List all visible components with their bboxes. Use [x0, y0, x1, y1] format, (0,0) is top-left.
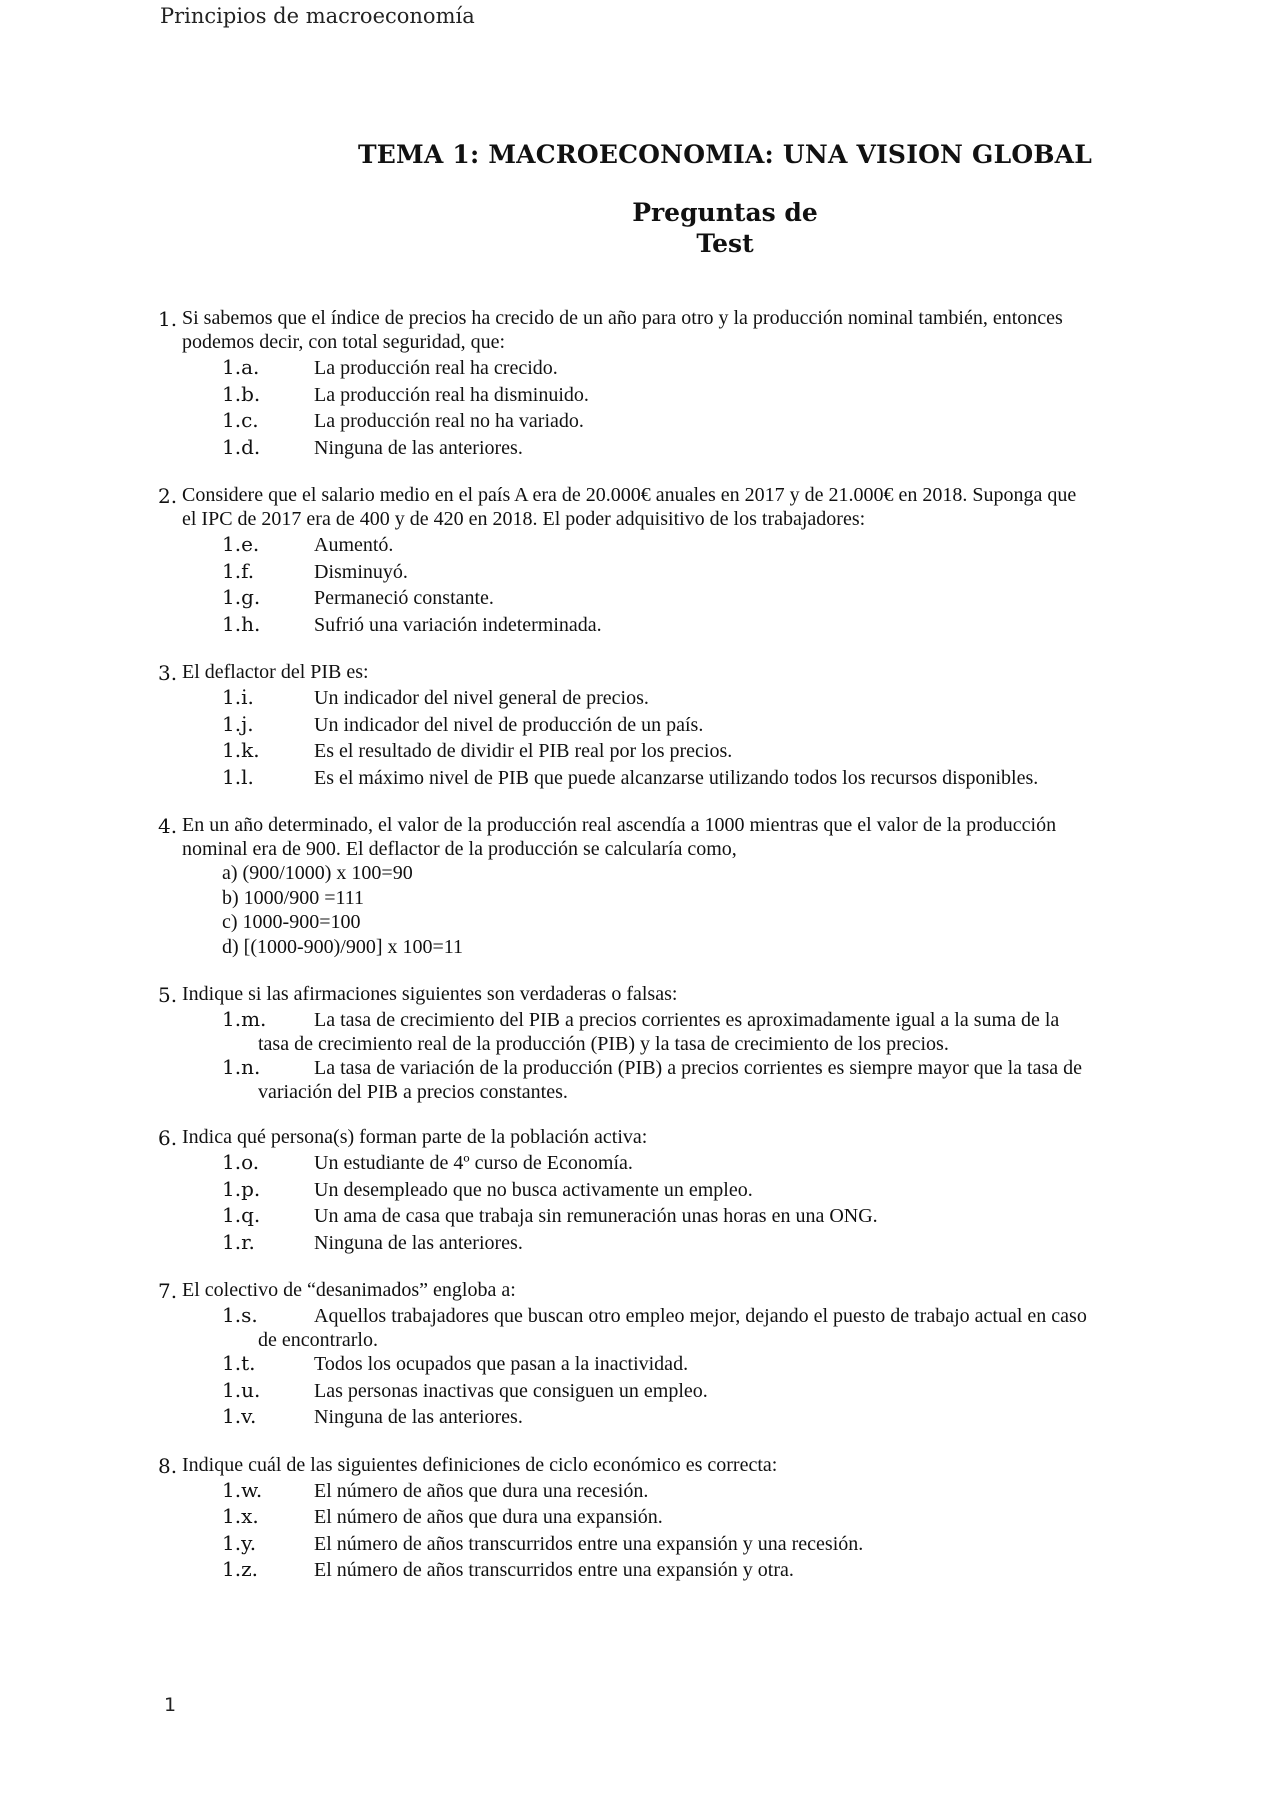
- option-label: 1.d.: [222, 434, 261, 459]
- running-header: Principios de macroeconomía: [160, 4, 475, 28]
- option-text: El número de años que dura una expansión.: [314, 1506, 663, 1528]
- question-number: 3.: [158, 661, 178, 685]
- answer-option: [0, 1054, 1280, 1102]
- answer-option: a) (900/1000) x 100=90: [222, 862, 413, 884]
- answer-option: [0, 1229, 1280, 1256]
- answer-option: [0, 1377, 1280, 1404]
- option-label: 1.a.: [222, 355, 260, 379]
- option-text: La producción real ha disminuido.: [314, 383, 589, 406]
- page-title: TEMA 1: MACROECONOMIA: UNA VISION GLOBAL: [357, 140, 1093, 169]
- question-text: Indique cuál de las siguientes definiciones de ciclo económico es correcta:: [182, 1453, 778, 1476]
- option-label: 1.i.: [222, 685, 254, 709]
- question-2: [0, 483, 1280, 637]
- option-label: 1.t.: [222, 1351, 256, 1375]
- question-text: Indique si las afirmaciones siguientes son verdaderas o falsas:: [182, 983, 678, 1005]
- option-text: Disminuyó.: [314, 560, 408, 583]
- subtitle-line-1: Preguntas de: [632, 198, 818, 227]
- question-8: [0, 1453, 1280, 1583]
- option-text: La tasa de variación de la producción (PIB) a precios corrientes es siempre mayor que la tasa de variación del PIB a precios constantes.: [258, 1057, 1083, 1103]
- option-text: La producción real ha crecido.: [314, 357, 558, 379]
- question-number: 7.: [158, 1279, 178, 1303]
- option-label: 1.l.: [222, 764, 254, 789]
- option-label: 1.n.: [222, 1055, 261, 1079]
- option-label: 1.s.: [222, 1303, 258, 1327]
- option-text: El número de años que dura una recesión.: [314, 1479, 649, 1502]
- answer-option: [0, 1503, 1280, 1530]
- answer-option: c) 1000-900=100: [222, 911, 361, 933]
- question-number: 5.: [158, 983, 178, 1007]
- answer-option: [0, 1202, 1280, 1229]
- option-text: Un indicador del nivel de producción de un país.: [314, 713, 704, 736]
- answer-option: [0, 1477, 1280, 1504]
- option-label: 1.m.: [222, 1007, 267, 1031]
- option-text: Un estudiante de 4º curso de Economía.: [314, 1152, 633, 1174]
- answer-option: [0, 354, 1280, 381]
- option-text: La producción real no ha variado.: [314, 410, 584, 432]
- answer-option: [0, 611, 1280, 638]
- page-subtitle: [0, 197, 1280, 259]
- answer-option: [0, 1530, 1280, 1557]
- question-text: El colectivo de “desanimados” engloba a:: [182, 1279, 516, 1301]
- subtitle-line-2: Test: [696, 229, 754, 258]
- answer-option: [0, 737, 1280, 764]
- option-label: 1.b.: [222, 381, 261, 406]
- page-number: 1: [164, 1694, 177, 1716]
- option-label: 1.f.: [222, 558, 255, 583]
- option-label: 1.q.: [222, 1203, 261, 1227]
- answer-option: [0, 1302, 1280, 1350]
- option-text: Un indicador del nivel general de precios.: [314, 687, 649, 709]
- option-text: El número de años transcurridos entre una expansión y una recesión.: [314, 1532, 864, 1555]
- option-label: 1.c.: [222, 408, 259, 432]
- option-text: Es el resultado de dividir el PIB real por los precios.: [314, 740, 733, 762]
- question-list: [0, 306, 1280, 1606]
- option-label: 1.r.: [222, 1229, 255, 1254]
- answer-option: [0, 764, 1280, 791]
- answer-option: [0, 1403, 1280, 1430]
- answer-option: b) 1000/900 =111: [222, 886, 365, 909]
- answer-option: [0, 684, 1280, 711]
- answer-option: [0, 1556, 1280, 1583]
- answer-option: [0, 407, 1280, 434]
- question-7: [0, 1278, 1280, 1430]
- question-text: Considere que el salario medio en el país A era de 20.000€ anuales en 2017 y de 21.000€ en 2018. Suponga que el IPC de 2017 era de 400 y de 420 en 2018. El poder adquisitivo de los trabajadores:: [182, 484, 1077, 530]
- question-text: Indica qué persona(s) forman parte de la población activa:: [182, 1126, 648, 1148]
- option-label: 1.y.: [222, 1530, 257, 1555]
- option-text: Sufrió una variación indeterminada.: [314, 613, 602, 636]
- option-label: 1.o.: [222, 1150, 260, 1174]
- answer-option: d) [(1000-900)/900] x 100=11: [222, 935, 464, 958]
- option-text: Es el máximo nivel de PIB que puede alcanzarse utilizando todos los recursos disponibles.: [314, 766, 1039, 789]
- answer-option: [0, 1350, 1280, 1377]
- option-text: Aumentó.: [314, 534, 394, 556]
- option-label: 1.w.: [222, 1477, 263, 1502]
- question-text: El deflactor del PIB es:: [182, 661, 369, 683]
- question-number: 6.: [158, 1126, 178, 1150]
- answer-option: [0, 381, 1280, 408]
- option-text: Un ama de casa que trabaja sin remuneración unas horas en una ONG.: [314, 1205, 878, 1227]
- answer-option: [0, 1176, 1280, 1203]
- question-number: 4.: [158, 814, 178, 838]
- option-label: 1.v.: [222, 1404, 257, 1428]
- answer-option: [0, 558, 1280, 585]
- question-number: 8.: [158, 1453, 178, 1478]
- option-text: Permaneció constante.: [314, 587, 494, 609]
- option-label: 1.k.: [222, 738, 260, 762]
- option-text: Las personas inactivas que consiguen un empleo.: [314, 1379, 708, 1402]
- answer-option: [0, 434, 1280, 461]
- option-text: Ninguna de las anteriores.: [314, 436, 523, 459]
- question-1: [0, 306, 1280, 460]
- answer-option: [0, 531, 1280, 558]
- option-label: 1.z.: [222, 1557, 258, 1581]
- question-number: 1.: [158, 307, 178, 331]
- option-text: Un desempleado que no busca activamente un empleo.: [314, 1178, 753, 1201]
- option-text: Ninguna de las anteriores.: [314, 1231, 523, 1254]
- answer-option: [0, 1149, 1280, 1176]
- question-6: [0, 1125, 1280, 1255]
- question-text: Si sabemos que el índice de precios ha crecido de un año para otro y la producción nominal también, entonces podemos decir, con total seguridad, que:: [182, 307, 1063, 353]
- question-4: [0, 813, 1280, 959]
- option-label: 1.g.: [222, 585, 261, 609]
- answer-option: [0, 1006, 1280, 1054]
- option-text: La tasa de crecimiento del PIB a precios corrientes es aproximadamente igual a la suma de la tasa de crecimiento real de la producción (PIB) y la tasa de crecimiento de los precios.: [258, 1009, 1060, 1055]
- option-label: 1.u.: [222, 1377, 261, 1402]
- option-label: 1.e.: [222, 532, 260, 556]
- option-label: 1.j.: [222, 711, 254, 736]
- option-label: 1.h.: [222, 611, 261, 636]
- question-3: [0, 660, 1280, 790]
- question-number: 2.: [158, 484, 178, 508]
- option-text: Ninguna de las anteriores.: [314, 1406, 523, 1428]
- option-text: Aquellos trabajadores que buscan otro empleo mejor, dejando el puesto de trabajo actual en caso de encontrarlo.: [258, 1305, 1087, 1351]
- option-label: 1.p.: [222, 1176, 261, 1201]
- question-text: En un año determinado, el valor de la producción real ascendía a 1000 mientras que el valor de la producción nominal era de 900. El deflactor de la producción se calcularía como,: [182, 814, 1057, 860]
- answer-option: [0, 711, 1280, 738]
- option-text: El número de años transcurridos entre una expansión y otra.: [314, 1559, 794, 1581]
- answer-option: [0, 584, 1280, 611]
- option-label: 1.x.: [222, 1504, 259, 1528]
- option-text: Todos los ocupados que pasan a la inactividad.: [314, 1353, 689, 1375]
- question-5: [0, 982, 1280, 1102]
